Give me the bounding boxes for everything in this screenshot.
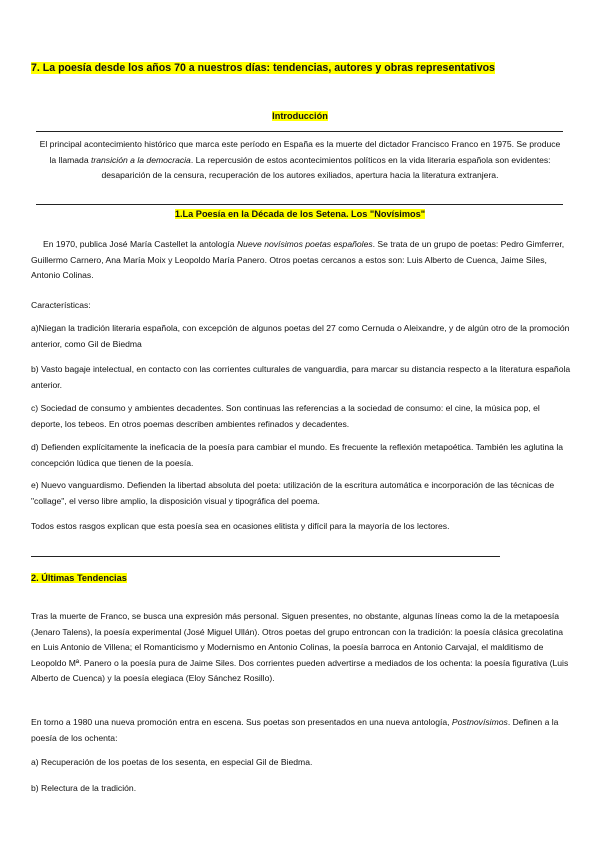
- feature-c: c) Sociedad de consumo y ambientes decadentes. Son continuas las referencias a la sociedad de consumo: el cine, la música pop, el deporte, los tebeos. En otros poemas describen ambientes refinados y decadentes.: [31, 403, 540, 429]
- document-title: 7. La poesía desde los años 70 a nuestros días: tendencias, autores y obras representativos: [31, 62, 495, 74]
- section-divider-rule: [31, 556, 500, 557]
- section1-p1-b: . Se trata de un grupo de poetas: Pedro Gimferrer, Guillermo Carnero, Ana María Moix y Leopoldo María Panero. Otros poetas cercanos a estos son: Luis Alberto de Cuenca, Jaime Siles, Antonio Colinas.: [31, 239, 565, 280]
- section2-p2-em: Postnovísimos: [451, 717, 508, 727]
- intro-text-em: transición a la democracia: [91, 154, 191, 165]
- intro-top-rule: [36, 131, 563, 132]
- section2-p2-b: . Definen a la poesía de los ochenta:: [31, 717, 559, 743]
- section1-p1-a: En 1970, publica José María Castellet la antología: [43, 239, 237, 249]
- intro-text-1: El principal acontecimiento histórico que marca este período en España es la muerte del dictador Francisco Franco en 1975. Se produce la llamada: [39, 139, 561, 165]
- section2-item-b: b) Relectura de la tradición.: [31, 783, 137, 793]
- section1-paragraph-1: [31, 237, 571, 284]
- feature-a: a)Niegan la tradición literaria española, con excepción de algunos poetas del 27 como Cernuda o Aleixandre, y de algún otro de la promoción anterior, como Gil de Biedma: [31, 323, 570, 349]
- feature-b: b) Vasto bagaje intelectual, en contacto con las corrientes culturales de vanguardia, para marcar su distancia respecto a la literatura española anterior.: [31, 364, 571, 390]
- feature-e: e) Nuevo vanguardismo. Defienden la libertad absoluta del poeta: utilización de la escritura automática e incorporación de las técnicas de "collage", el verso libre amplio, la disposición visual y tipográfica del poema.: [31, 480, 555, 506]
- intro-text-2: . La repercusión de estos acontecimientos políticos en la vida literaria española son evidentes: desaparición de la censura, recuperación de los autores exiliados, apertura hacia la literatura extranjera.: [101, 154, 551, 180]
- section2-paragraph-2: [31, 715, 571, 746]
- features-label: Características:: [31, 300, 91, 310]
- section2-p2-a: En torno a 1980 una nueva promoción entra en escena. Sus poetas son presentados en una nueva antología,: [31, 717, 452, 727]
- intro-heading-wrap: [0, 111, 600, 121]
- section1-p1-em: Nueve novísimos poetas españoles: [236, 239, 373, 249]
- section1-heading: 1.La Poesía en la Década de los Setena. Los "Novísimos": [174, 209, 426, 219]
- intro-paragraph: [36, 137, 564, 184]
- section2-item-a: a) Recuperación de los poetas de los sesenta, en especial Gil de Biedma.: [31, 757, 313, 767]
- intro-heading: Introducción: [272, 111, 328, 121]
- intro-bottom-rule: [36, 204, 563, 205]
- feature-d: d) Defienden explícitamente la ineficacia de la poesía para cambiar el mundo. Es frecuente la reflexión metapoética. También les aglutina la concepción lúdica que tienen de la poesía.: [31, 442, 564, 468]
- section1-heading-wrap: [0, 209, 600, 219]
- section2-heading: 2. Últimas Tendencias: [31, 573, 127, 583]
- section2-paragraph-1: Tras la muerte de Franco, se busca una expresión más personal. Siguen presentes, no obstante, algunas líneas como la de la metapoesía (Jenaro Talens), la poesía experimental (José Miguel Ullán). Otros poetas del grupo entroncan con la tradición: la poesía clásica grecolatina en Luis Antonio de Villena; el Romanticismo y Modernismo en Antonio Colinas, la poesía barroca en Antonio Carvajal, el malditismo de Leopoldo Mª. Panero o la poesía pura de Jaime Siles. Dos corrientes pueden advertirse a mediados de los ochenta: la poesía figurativa (Luis Alberto de Cuenca) y la poesía elegiaca (Eloy Sánchez Rosillo).: [31, 611, 569, 683]
- section2-heading-wrap: [31, 573, 127, 583]
- section1-summary: Todos estos rasgos explican que esta poesía sea en ocasiones elitista y difícil para la mayoría de los lectores.: [31, 521, 450, 531]
